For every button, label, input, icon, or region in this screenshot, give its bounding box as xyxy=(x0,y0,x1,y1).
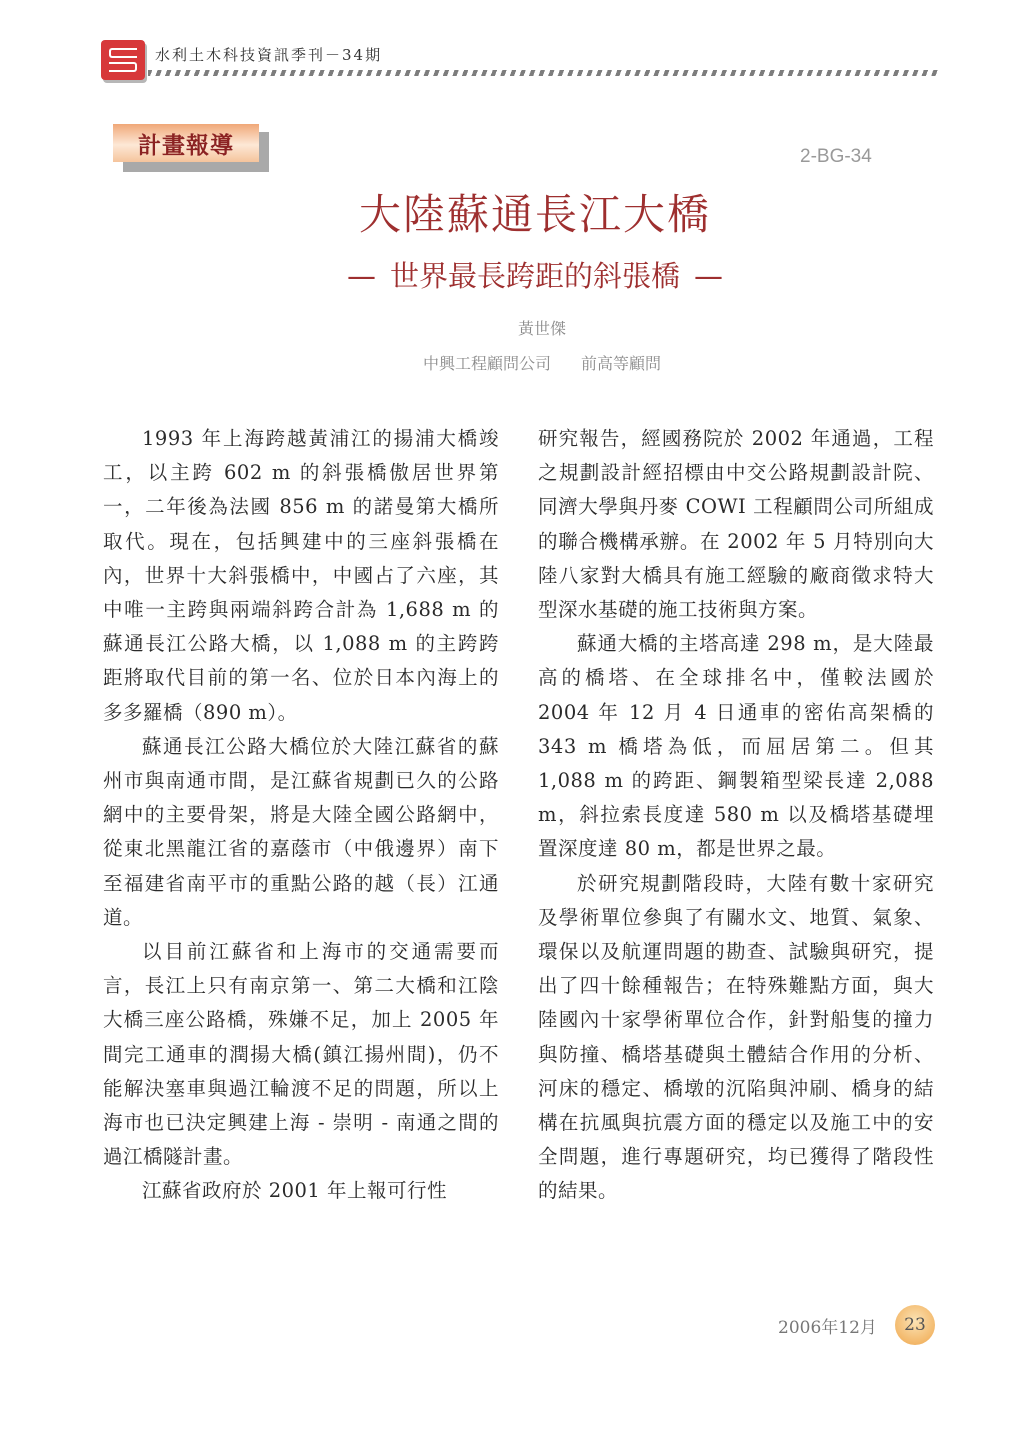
subtitle-dash-left: — xyxy=(346,259,376,293)
paragraph: 蘇通長江公路大橋位於大陸江蘇省的蘇州市與南通市間，是江蘇省規劃已久的公路網中的主要骨架，將是大陸全國公路網中，從東北黑龍江省的嘉蔭市（中俄邊界）南下至福建省南平市的重點公路的越（長）江通道。 xyxy=(103,734,499,929)
paragraph: 蘇通大橋的主塔高達 298 m，是大陸最高的橋塔、在全球排名中，僅較法國於 2004 年 12 月 4 日通車的密佑高架橋的 343 m 橋塔為低，而屈居第二。但其 1,088 m 的跨距、鋼製箱型梁長達 2,088 m，斜拉索長度達 580 m 以及橋塔基礎埋置深度達 80 m，都是世界之最。 xyxy=(538,632,934,861)
issue-date: 2006年12月 xyxy=(778,1318,877,1338)
journal-title: 水利土木科技資訊季刊－34期 xyxy=(155,46,383,64)
document-code: 2-BG-34 xyxy=(800,146,872,167)
body-left-column xyxy=(103,422,499,1209)
logo-stroke-bottom xyxy=(109,62,137,72)
paragraph-continued: 研究報告，經國務院於 2002 年通過，工程之規劃設計經招標由中交公路規劃設計院、同濟大學與丹麥 COWI 工程顧問公司所組成的聯合機構承辦。在 2002 年 5 月特別向大陸八家對大橋具有施工經驗的廠商徵求特大型深水基礎的施工技術與方案。 xyxy=(538,427,934,622)
article-title: 大陸蘇通長江大橋 xyxy=(358,190,711,239)
article-subtitle xyxy=(0,254,1024,295)
page-number: 23 xyxy=(904,1315,926,1335)
paragraph: 於研究規劃階段時，大陸有數十家研究及學術單位參與了有關水文、地質、氣象、環保以及航運問題的勘查、試驗與研究，提出了四十餘種報告；在特殊難點方面，與大陸國內十家學術單位合作，針對船隻的撞力與防撞、橋塔基礎與土體結合作用的分析、河床的穩定、橋墩的沉陷與沖刷、橋身的結構在抗風與抗震方面的穩定以及施工中的安全問題，進行專題研究，均已獲得了階段性的結果。 xyxy=(538,871,934,1203)
author-position: 前高等顧問 xyxy=(581,354,662,373)
category-tag xyxy=(113,124,259,162)
category-tag-label: 計畫報導 xyxy=(138,132,234,159)
paragraph: 江蘇省政府於 2001 年上報可行性 xyxy=(142,1179,448,1203)
logo-stroke-top xyxy=(109,48,137,58)
paragraph: 以目前江蘇省和上海市的交通需要而言，長江上只有南京第一、第二大橋和江陰大橋三座公路橋，殊嫌不足，加上 2005 年間完工通車的潤揚大橋(鎮江揚州間)，仍不能解決塞車與過江輪渡不足的問題，所以上海市也已決定興建上海 - 崇明 - 南通之間的過江橋隧計畫。 xyxy=(103,940,499,1169)
header-dashed-rule xyxy=(148,70,938,76)
author-affiliation xyxy=(0,351,1024,374)
subtitle-text: 世界最長跨距的斜張橋 xyxy=(389,259,680,293)
author-name: 黃世傑 xyxy=(517,319,566,338)
journal-logo-icon xyxy=(101,40,145,80)
page-number-badge xyxy=(895,1305,935,1345)
paragraph: 1993 年上海跨越黃浦江的揚浦大橋竣工，以主跨 602 m 的斜張橋傲居世界第一，二年後為法國 856 m 的諾曼第大橋所取代。現在，包括興建中的三座斜張橋在內，世界十大斜張橋中，中國占了六座，其中唯一主跨與兩端斜跨合計為 1,688 m 的蘇通長江公路大橋，以 1,088 m 的主跨跨距將取代目前的第一名、位於日本內海上的多多羅橋（890 m）。 xyxy=(103,427,499,724)
subtitle-dash-right: — xyxy=(694,259,723,293)
body-right-column xyxy=(538,422,934,1209)
author-company: 中興工程顧問公司 xyxy=(422,354,551,373)
